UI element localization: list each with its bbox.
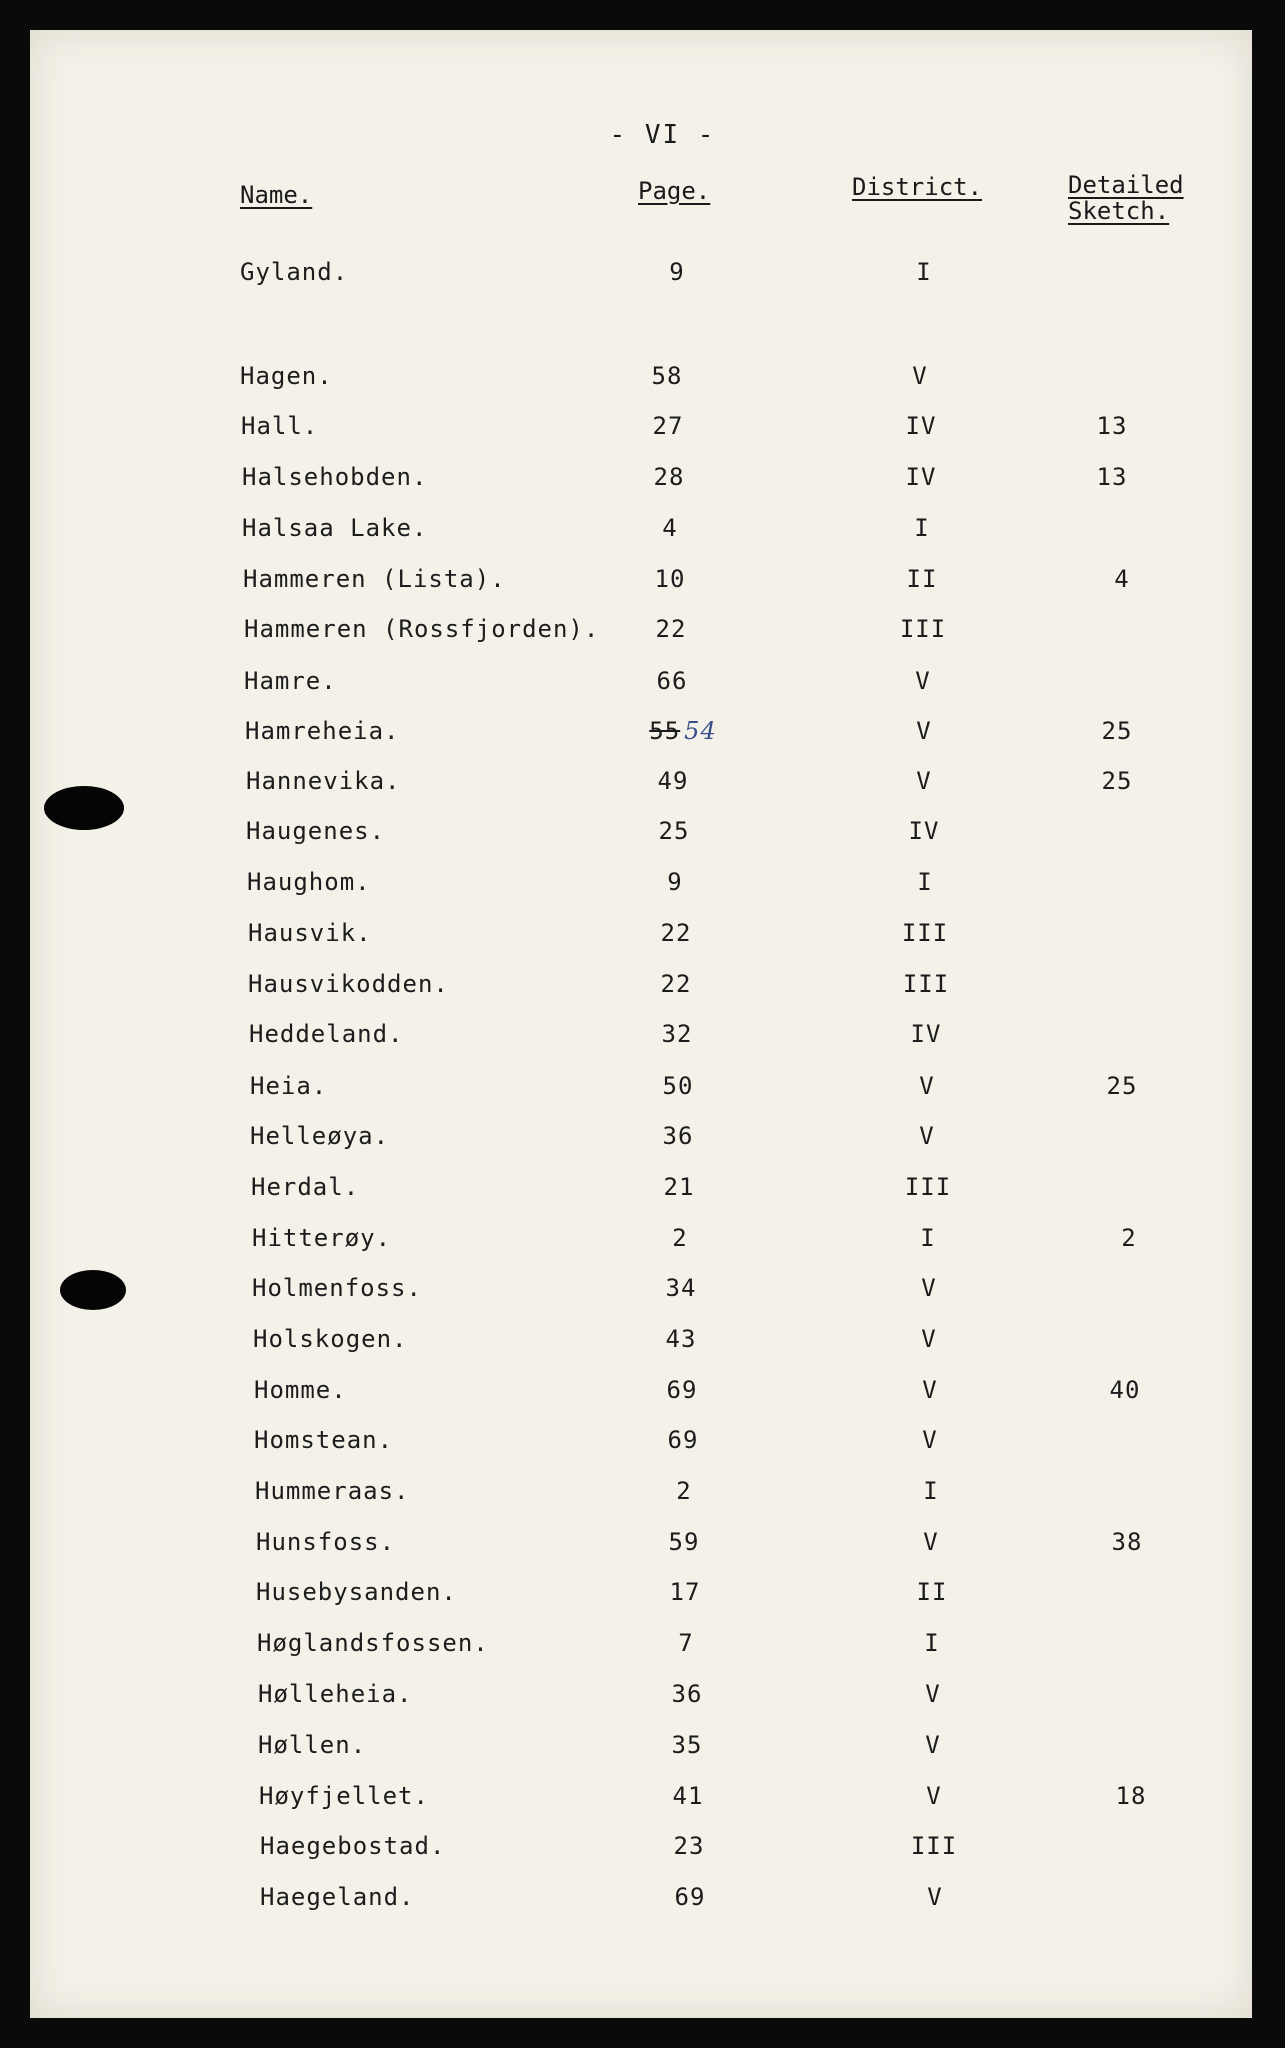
page-ref: 23 — [673, 1832, 705, 1860]
place-name: Høglandsfossen. — [257, 1629, 489, 1657]
page-ref: 59 — [668, 1528, 700, 1556]
district: II — [916, 1578, 948, 1606]
place-name: Hamre. — [244, 667, 337, 695]
place-name: Hunsfoss. — [256, 1528, 396, 1556]
district: V — [926, 1782, 942, 1810]
header-page: Page. — [638, 177, 711, 205]
place-name: Hagen. — [240, 362, 333, 390]
struck-page-ref: 55 — [649, 717, 681, 745]
page-ref: 25 — [658, 817, 690, 845]
table-row — [0, 410, 1285, 450]
place-name: Høllen. — [258, 1731, 367, 1759]
table-row — [0, 1222, 1285, 1262]
table-row — [0, 563, 1285, 603]
district: V — [925, 1731, 941, 1759]
handwritten-correction: 54 — [684, 717, 717, 745]
page-ref: 41 — [672, 1782, 704, 1810]
page-ref: 66 — [656, 667, 688, 695]
place-name: Husebysanden. — [256, 1578, 457, 1606]
page-ref: 35 — [671, 1731, 703, 1759]
place-name: Helleøya. — [250, 1122, 390, 1150]
district: III — [902, 970, 950, 998]
table-row — [0, 1729, 1285, 1769]
district: V — [916, 767, 932, 795]
page-ref: 32 — [661, 1020, 693, 1048]
table-row — [0, 613, 1285, 653]
place-name: Halsaa Lake. — [242, 514, 428, 542]
district: V — [919, 1122, 935, 1150]
page-ref: 69 — [666, 1376, 698, 1404]
district: V — [922, 1426, 938, 1454]
table-row — [0, 1120, 1285, 1160]
page-ref: 36 — [662, 1122, 694, 1150]
detailed-sketch: 38 — [1111, 1528, 1143, 1556]
place-name: Holmenfoss. — [252, 1274, 422, 1302]
page-ref: 43 — [665, 1325, 697, 1353]
table-row — [0, 1881, 1285, 1921]
district: V — [923, 1528, 939, 1556]
page-ref: 28 — [653, 463, 685, 491]
page-ref: 34 — [665, 1274, 697, 1302]
page-number: - VI - — [609, 120, 716, 150]
page-ref: 2 — [676, 1477, 692, 1505]
page-ref: 17 — [669, 1578, 701, 1606]
district: I — [924, 1629, 940, 1657]
place-name: Haegeland. — [260, 1883, 415, 1911]
table-row — [0, 1576, 1285, 1616]
detailed-sketch: 13 — [1096, 463, 1128, 491]
page-ref: 7 — [678, 1629, 694, 1657]
table-row — [0, 765, 1285, 805]
table-row — [0, 815, 1285, 855]
table-row — [0, 1627, 1285, 1667]
district: IV — [908, 817, 940, 845]
district: IV — [910, 1020, 942, 1048]
page-ref: 22 — [655, 615, 687, 643]
table-row — [0, 968, 1285, 1008]
place-name: Haugenes. — [246, 817, 386, 845]
page-ref: 9 — [669, 258, 685, 286]
table-row — [0, 917, 1285, 957]
table-row — [0, 1171, 1285, 1211]
table-row — [0, 1780, 1285, 1820]
place-name: Heia. — [250, 1072, 328, 1100]
header-detailed-line2: Sketch. — [1068, 197, 1170, 225]
header-name: Name. — [240, 181, 313, 209]
place-name: Hausvik. — [248, 919, 372, 947]
district: V — [912, 362, 928, 390]
detailed-sketch: 25 — [1101, 767, 1133, 795]
place-name: Herdal. — [251, 1173, 360, 1201]
page-ref: 49 — [657, 767, 689, 795]
table-row — [0, 461, 1285, 501]
place-name: Hummeraas. — [255, 1477, 410, 1505]
table-row — [0, 1424, 1285, 1464]
page-ref: 4 — [662, 514, 678, 542]
page-ref: 10 — [654, 565, 686, 593]
place-name: Høyfjellet. — [259, 1782, 429, 1810]
table-row — [0, 1374, 1285, 1414]
place-name: Hølleheia. — [258, 1680, 413, 1708]
district: I — [914, 514, 930, 542]
page-ref: 50 — [662, 1072, 694, 1100]
table-row — [0, 512, 1285, 552]
place-name: Heddeland. — [249, 1020, 404, 1048]
district: I — [923, 1477, 939, 1505]
district: V — [927, 1883, 943, 1911]
detailed-sketch: 4 — [1114, 565, 1130, 593]
district: V — [925, 1680, 941, 1708]
table-row — [0, 866, 1285, 906]
place-name: Holskogen. — [253, 1325, 408, 1353]
place-name: Hall. — [241, 412, 319, 440]
page-ref — [633, 715, 733, 747]
table-row — [0, 715, 1285, 755]
page-ref: 21 — [663, 1173, 695, 1201]
page-ref: 27 — [652, 412, 684, 440]
table-row — [0, 1323, 1285, 1363]
place-name: Homme. — [254, 1376, 347, 1404]
district: V — [921, 1274, 937, 1302]
place-name: Haegebostad. — [260, 1832, 446, 1860]
page-ref: 2 — [672, 1224, 688, 1252]
district: V — [921, 1325, 937, 1353]
table-row — [0, 1272, 1285, 1312]
header-district: District. — [852, 173, 983, 201]
district: I — [920, 1224, 936, 1252]
district: IV — [905, 412, 937, 440]
table-row — [0, 256, 1285, 296]
district: III — [899, 615, 947, 643]
district: V — [922, 1376, 938, 1404]
page-ref: 69 — [667, 1426, 699, 1454]
place-name: Hausvikodden. — [248, 970, 449, 998]
table-row — [0, 1070, 1285, 1110]
district: IV — [905, 463, 937, 491]
page-ref: 36 — [671, 1680, 703, 1708]
header-detailed-line1: Detailed — [1068, 171, 1184, 199]
place-name: Homstean. — [254, 1426, 394, 1454]
table-row — [0, 1526, 1285, 1566]
district: I — [917, 868, 933, 896]
district: II — [906, 565, 938, 593]
detailed-sketch: 18 — [1115, 1782, 1147, 1810]
page-ref: 58 — [651, 362, 683, 390]
detailed-sketch: 2 — [1121, 1224, 1137, 1252]
district: III — [910, 1832, 958, 1860]
detailed-sketch: 25 — [1101, 717, 1133, 745]
district: V — [915, 667, 931, 695]
district: V — [919, 1072, 935, 1100]
detailed-sketch: 25 — [1106, 1072, 1138, 1100]
district: III — [904, 1173, 952, 1201]
table-row — [0, 1018, 1285, 1058]
table-row — [0, 1475, 1285, 1515]
table-row — [0, 665, 1285, 705]
table-row — [0, 360, 1285, 400]
detailed-sketch: 40 — [1109, 1376, 1141, 1404]
place-name: Hitterøy. — [252, 1224, 392, 1252]
district: I — [916, 258, 932, 286]
detailed-sketch: 13 — [1096, 412, 1128, 440]
district: V — [916, 717, 932, 745]
place-name: Haughom. — [247, 868, 371, 896]
place-name: Hannevika. — [246, 767, 401, 795]
page-ref: 69 — [674, 1883, 706, 1911]
page-ref: 22 — [660, 970, 692, 998]
place-name: Hammeren (Lista). — [243, 565, 506, 593]
page-ref: 22 — [660, 919, 692, 947]
place-name: Gyland. — [240, 258, 349, 286]
table-row — [0, 1830, 1285, 1870]
table-row — [0, 1678, 1285, 1718]
page-ref: 9 — [667, 868, 683, 896]
place-name: Halsehobden. — [242, 463, 428, 491]
district: III — [901, 919, 949, 947]
place-name: Hamreheia. — [245, 717, 400, 745]
place-name: Hammeren (Rossfjorden). — [244, 615, 600, 643]
